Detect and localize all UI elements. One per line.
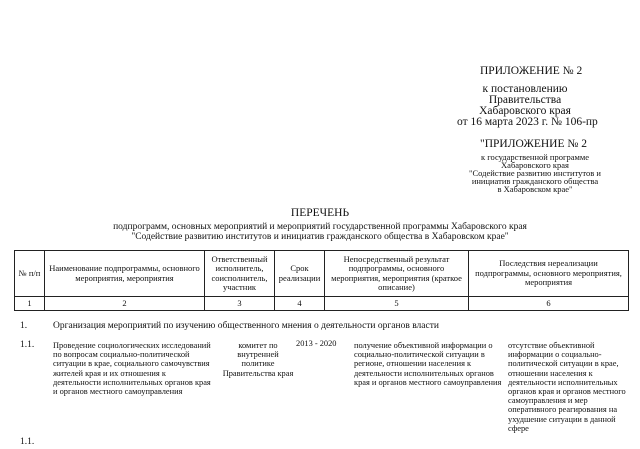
- header-result: Непосредственный результат подпрограммы, основного мероприятия, мероприятия (краткое описание): [325, 251, 469, 297]
- program-line-1: к государственной программе: [480, 152, 590, 162]
- col-number-6: 6: [469, 297, 629, 311]
- row-result: получение объективной информации о социально-политической ситуации в регионе, отношении населения к деятельности исполнительных органов края и органов местного самоуправления: [354, 341, 502, 387]
- appendix-line-3: Хабаровского края: [479, 105, 571, 117]
- col-number-2: 2: [45, 297, 205, 311]
- row-executor: комитет по внутренней политике Правительства края: [222, 341, 294, 378]
- row-number: 1.1.: [20, 340, 35, 350]
- next-row-number: 1.1.: [20, 437, 35, 447]
- header-name: Наименование подпрограммы, основного мероприятия, мероприятия: [45, 251, 205, 297]
- header-consequence: Последствия нереализации подпрограммы, основного мероприятия, мероприятия: [469, 251, 629, 297]
- header-period: Срок реализации: [275, 251, 325, 297]
- header-num: № п/п: [15, 251, 45, 297]
- header-row: [15, 251, 629, 297]
- appendix-line-4: от 16 марта 2023 г. № 106-пр: [457, 116, 598, 128]
- program-line-4: инициатив гражданского общества: [471, 176, 599, 186]
- col-number-1: 1: [15, 297, 45, 311]
- document-title-line-2: "Содействие развитию институтов и инициатив гражданского общества в Хабаровском крае": [131, 232, 509, 242]
- program-appendix-title: "ПРИЛОЖЕНИЕ № 2: [480, 138, 587, 150]
- row-name: Проведение социологических исследований по вопросам социально-политической ситуации в крае, социального самочувствия жителей края и их отношения к деятельности исполнительных органов края и органов местного самоуправления: [53, 341, 211, 397]
- column-numbers-row: [15, 297, 629, 311]
- col-number-3: 3: [205, 297, 275, 311]
- programs-table-header: [14, 250, 629, 311]
- document-heading: ПЕРЕЧЕНЬ: [290, 207, 350, 219]
- header-executor: Ответственный исполнитель, соисполнитель, участник: [205, 251, 275, 297]
- row-consequence: отсутствие объективной информации о социально-политической ситуации в крае, отношении населения к деятельности исполнительных органов края и органов местного самоуправления и мер оперативного реагирования на ухудшение ситуации в данной сфере: [508, 341, 626, 433]
- section-title: Организация мероприятий по изучению общественного мнения о деятельности органов власти: [53, 321, 439, 331]
- col-number-5: 5: [325, 297, 469, 311]
- appendix-title: ПРИЛОЖЕНИЕ № 2: [480, 65, 583, 77]
- col-number-4: 4: [275, 297, 325, 311]
- program-line-3: "Содействие развитию институтов и: [469, 168, 601, 178]
- program-line-5: в Хабаровском крае": [497, 184, 573, 194]
- appendix-line-2: Правительства: [488, 94, 562, 106]
- program-line-2: Хабаровского края: [501, 160, 569, 170]
- row-period: 2013 - 2020: [296, 339, 337, 348]
- section-number: 1.: [20, 321, 28, 331]
- document-title-line-1: подпрограмм, основных мероприятий и мероприятий государственной программы Хабаровского края: [113, 222, 527, 232]
- appendix-line-1: к постановлению: [482, 83, 568, 95]
